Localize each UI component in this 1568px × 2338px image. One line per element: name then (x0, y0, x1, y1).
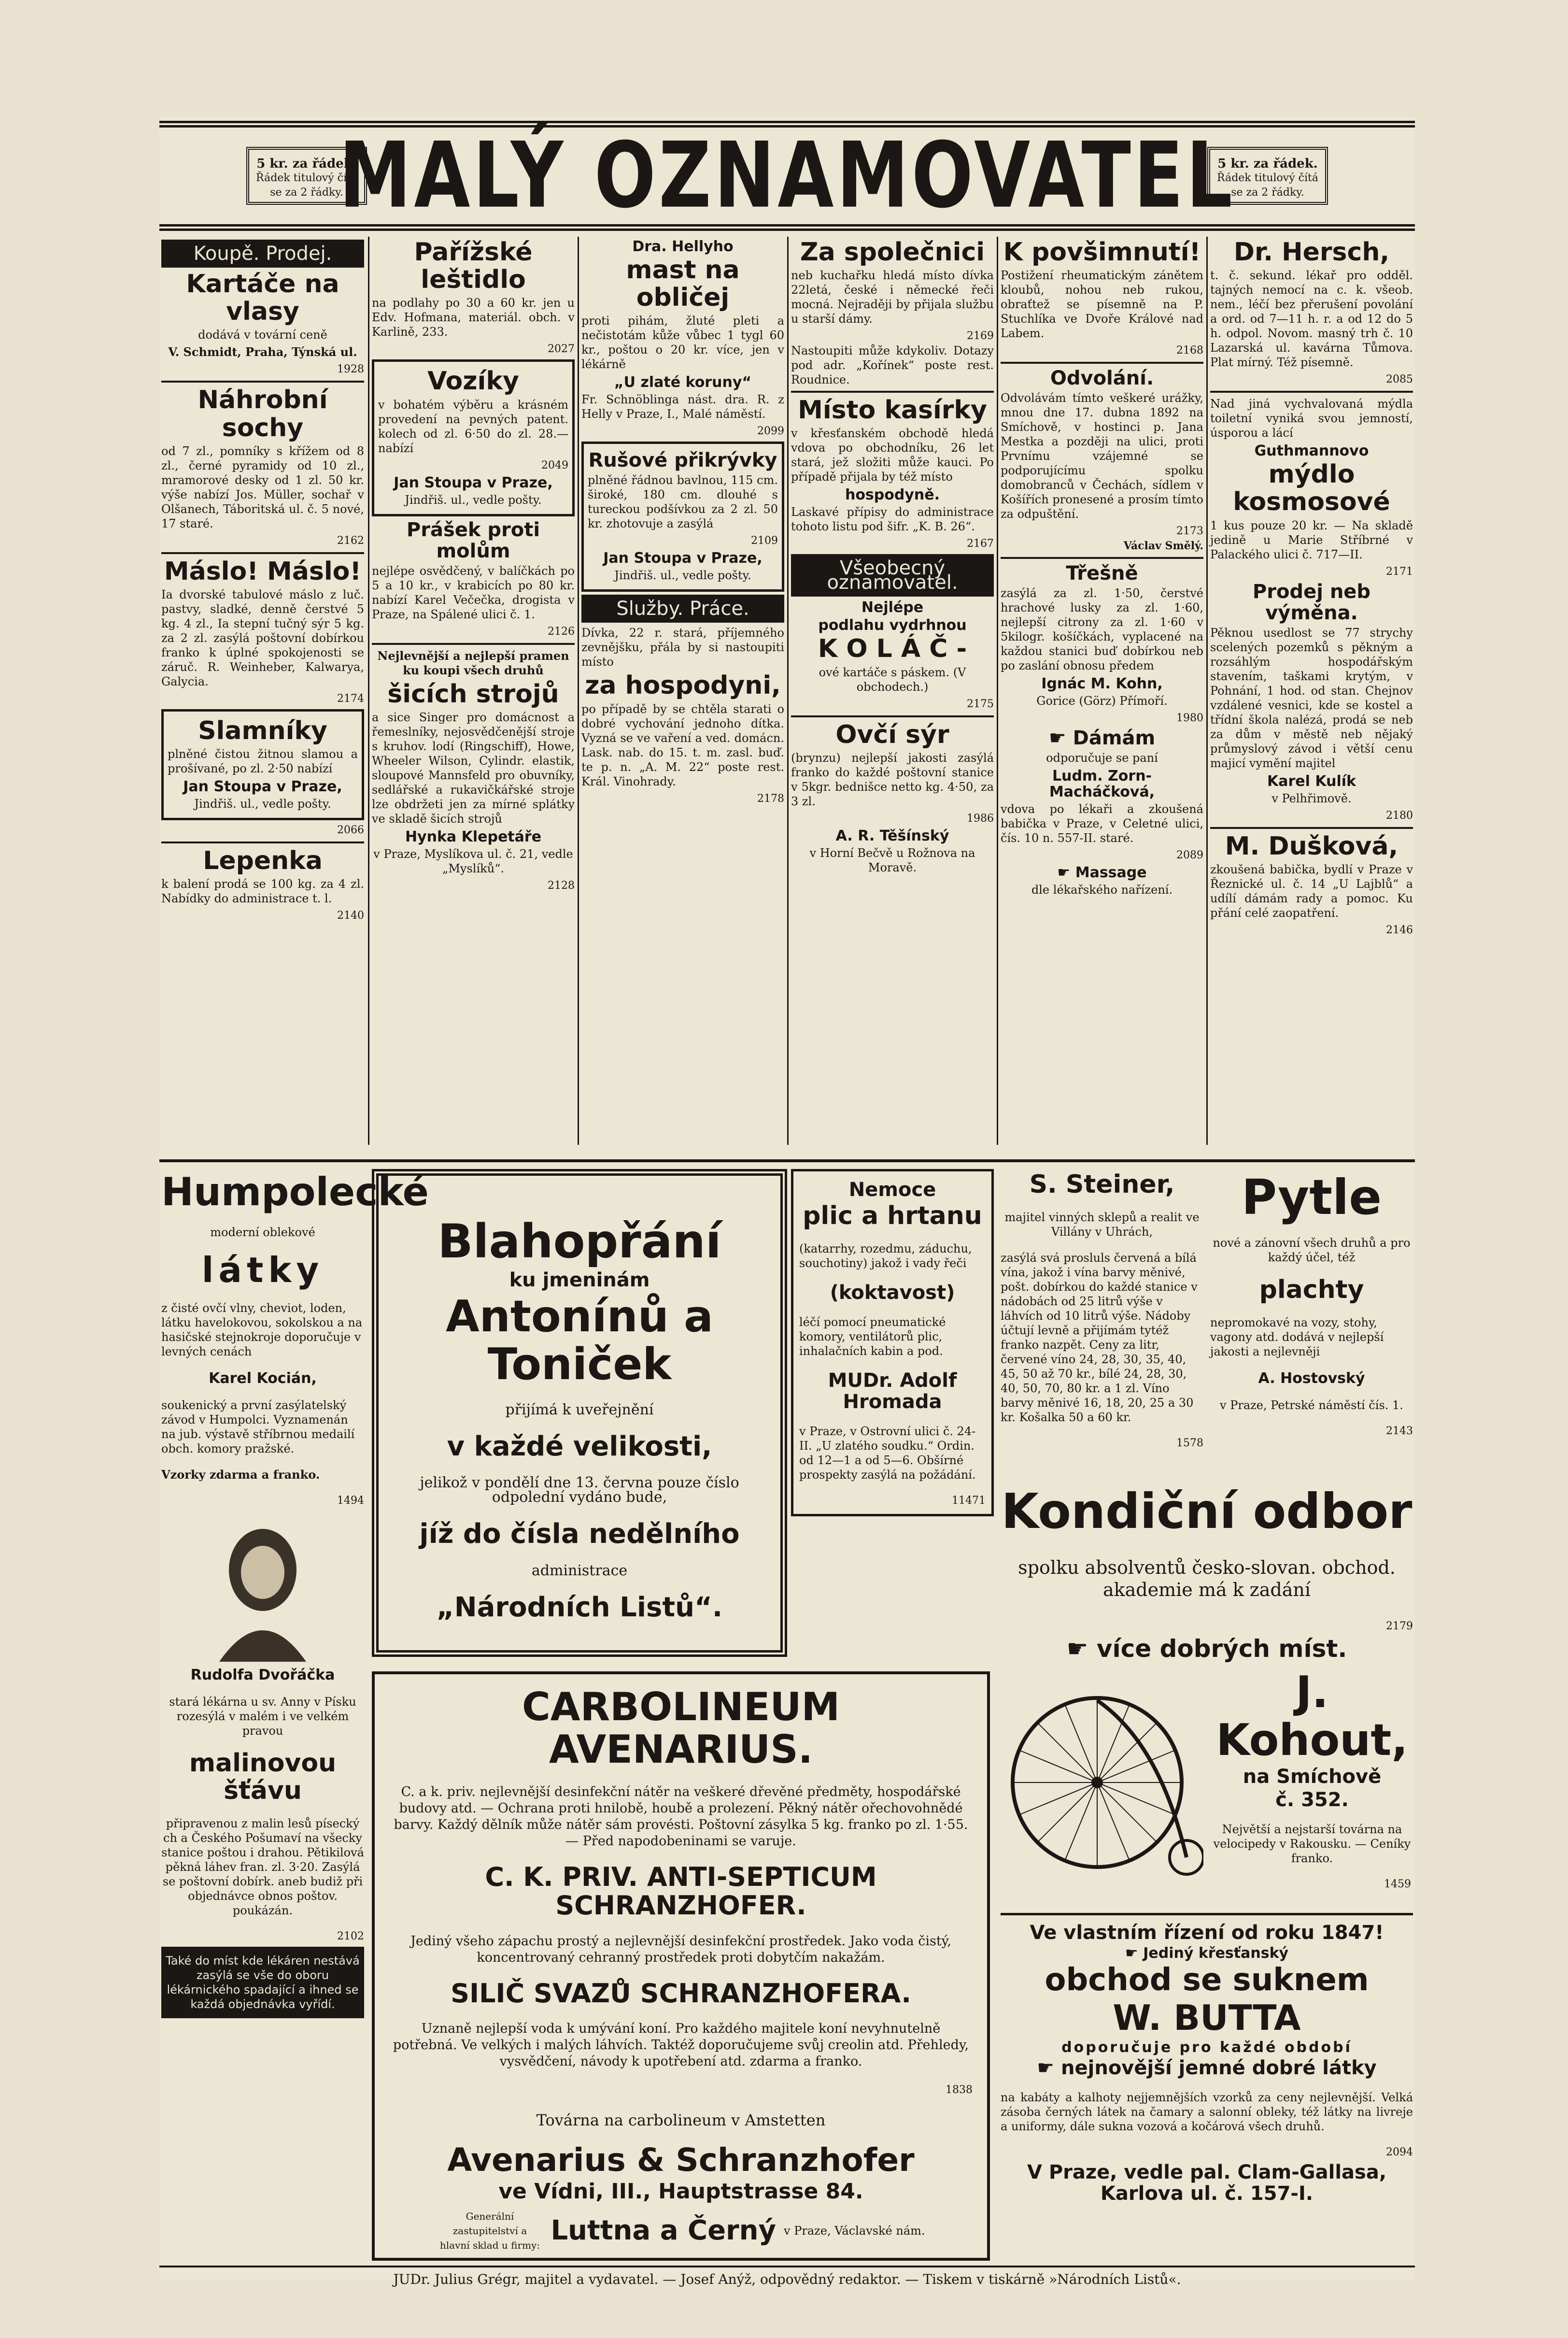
ad-name: W. BUTTA (1113, 1997, 1301, 2039)
ad-subtitle: na Smíchově (1243, 1766, 1382, 1788)
ad-text: Laskavé přípisy do administrace tohoto listu pod šifr. „K. B. 26“. (791, 505, 994, 534)
ad-number: 2146 (1386, 924, 1413, 936)
ad-title (1001, 727, 1203, 749)
ad-subtitle (1001, 2057, 1413, 2079)
ad-text: a sice Singer pro domácnost a řemeslníky, nejosvědčenější stroje s kruhov. lodí (Ringschiff), Howe, Wheeler Wilson, Cylindr. elastik, sloupové Mannsfeld pro obuvníky, sedlářské a rukavičkářské stroje lze obdržeti jen za mírné splátky ve skladě šicích strojů (372, 710, 575, 826)
velocipede-illustration (1001, 1686, 1203, 1879)
ad-title: Kondiční odbor (1001, 1483, 1413, 1540)
ad-number: 2140 (337, 910, 364, 922)
ad-text: připravenou z malin lesů písecký ch a Českého Pošumaví na všecky stanice poštou i drahou. Pětikilová pěkná láhev fran. zl. 3·20. Zasýlá se poštovní dobírk. aneb budiž při objednávce obnos poštov. poukázán. (161, 1817, 364, 1918)
ad-address: ve Vídni, III., Hauptstrasse 84. (498, 2179, 863, 2204)
ad-text: plněné čistou žitnou slamou a prošívané, po zl. 2·50 nabízí (168, 747, 358, 776)
ad-name: A. Hostovský (1258, 1370, 1365, 1387)
newspaper-page (159, 116, 1415, 2287)
ad-text: soukenický a první zasýlatelský závod v Humpolci. Vyznamenán na jub. výstavě stříbrnou medailí obch. komory pražské. (161, 1398, 355, 1456)
ad-text: po případě by se chtěla starati o dobré vychování jednoho dítka. Vyzná se ve vaření a ved. domácn. Lask. nab. do 15. t. m. zasl. buď. te p. n. „A. M. 22“ poste rest. Král. Vinohrady. (581, 702, 784, 788)
ad-number: 11471 (952, 1495, 986, 1507)
ad-number: 2099 (757, 425, 784, 438)
ad-name: MUDr. Adolf Hromada (828, 1369, 957, 1413)
ad-number: 1578 (1176, 1437, 1203, 1450)
ad-text: Odvolávám tímto veškeré urážky, mnou dne 17. dubna 1892 na Smíchově, v hostinci p. Jana Mestka a později na ulici, proti Prvnímu vzájemné se podporujícímu spolku domobranců v Čechách, sídlem v Košířích pronesené a prosím tímto za odpuštění. (1001, 391, 1203, 521)
ad-title: Ovčí sýr (835, 720, 949, 749)
ad-title: C. K. PRIV. ANTI-SEPTICUM SCHRANZHOFER. (485, 1862, 877, 1921)
ad-text: administrace (531, 1562, 628, 1579)
ad-text: plněné řádnou bavlnou, 115 cm. široké, 180 cm. dlouhé s tureckou podšívkou za 2 zl. 50 kr. zhotovuje a zasýlá (588, 473, 778, 531)
ad-box (372, 359, 575, 516)
ad-number: 2178 (757, 792, 784, 805)
imprint-footer: JUDr. Julius Grégr, majitel a vydavatel. — Josef Anýž, odpovědný redaktor. — Tiskem v tiskárně »Národních Listů«. (159, 2266, 1415, 2287)
ad-butta (1001, 1913, 1413, 2206)
ad-number: 2102 (337, 1930, 364, 1943)
column-2 (372, 237, 575, 893)
column-4 (791, 237, 994, 878)
column-6 (1210, 237, 1413, 938)
ad-name: Hynka Klepetáře (405, 828, 542, 845)
ad-number: 2085 (1386, 373, 1413, 386)
ad-title: Kartáče na vlasy (186, 270, 339, 327)
ad-text: Pěknou usedlost se 77 strychy scelených pozemků s pěkným a rozsáhlým hospodářským stavením, taškami krytým, v Pohnání, 1 hod. od stan. Chejnov vzdálené vesnici, kde se kostel a třídní škola nalézá, prodá se neb za dům v městě neb nějaký průmyslový závod i větší cenu majicí vymění majitel (1210, 626, 1413, 770)
column-rule (1206, 237, 1208, 1145)
ad-title: Máslo! Máslo! (164, 556, 362, 586)
ad-text: spolku absolventů česko-slovan. obchod. akademie má k zadání (1018, 1557, 1396, 1600)
ad-text: Postižení rheumatickým zánětem kloubů, nohou neb rukou, obraťtež se písemně na P. Stuchlíka ve Dvoře Králové nad Labem. (1001, 269, 1203, 341)
ad-steiner (1001, 1169, 1203, 1451)
ad-title: Vozíky (427, 367, 519, 396)
ad-title: Třešně (1066, 562, 1138, 585)
ad-title: Odvolání. (1050, 367, 1154, 390)
ad-name: V. Schmidt, Praha, Týnská ul. (168, 345, 357, 359)
ad-number-street: č. 352. (1275, 1789, 1349, 1811)
ad-text: odporučuje se paní (1046, 751, 1158, 765)
ad-title: látky (201, 1250, 324, 1290)
ad-number: 1980 (1176, 712, 1203, 725)
ad-address: V Praze, vedle pal. Clam-Gallasa, Karlova ul. č. 157-I. (1027, 2161, 1387, 2205)
ad-title: Nemoce (848, 1179, 936, 1201)
ad-title: Dr. Hersch, (1233, 238, 1390, 267)
ad-name: Jan Stoupa v Praze, (183, 778, 342, 796)
pointing-hand-icon: ☛ (1125, 1945, 1144, 1962)
ad-number: 2126 (548, 625, 575, 638)
ad-text: Vzorky zdarma a franko. (161, 1468, 320, 1482)
ad-title: Rušové přikrývky (588, 449, 777, 472)
ad-number: 2167 (967, 538, 994, 550)
ad-name: Rudolfa Dvořáčka (190, 1667, 335, 1683)
column-rule (578, 237, 579, 1145)
ad-text: ové kartáče s páskem. (V obchodech.) (819, 665, 966, 694)
ad-title: K povšimnutí! (1003, 238, 1201, 267)
ad-text: v křesťanském obchodě hledá vdova po obchodníku, 26 let stará, jež složiti může kauci. Po případě přijala by též místo (791, 427, 994, 484)
ad-number: 2168 (1176, 344, 1203, 357)
ad-address: v Praze, Václavské nám. (784, 2224, 925, 2238)
ad-name: Jan Stoupa v Praze, (394, 474, 553, 491)
section-header: Koupě. Prodej. (161, 240, 364, 268)
ad-name: Luttna a Černý (551, 2215, 777, 2247)
ad-title: Antonínů a Toniček (446, 1291, 713, 1390)
ad-subtitle-text: nejnovější jemné dobré látky (1061, 2056, 1377, 2079)
ad-title: Lepenka (203, 846, 323, 876)
ad-number: 1838 (946, 2084, 973, 2096)
ad-kondicni (1001, 1483, 1413, 1664)
ad-number: 2173 (1176, 525, 1203, 538)
page-title: MALÝ OZNAMOVATEL (339, 123, 1235, 228)
ad-title: Blahopřání (438, 1214, 721, 1269)
ad-name: Ludm. Zorn-Macháčková, (1049, 768, 1155, 801)
ad-text: dle lékařského nařízení. (1031, 883, 1173, 897)
ad-number: 2175 (967, 698, 994, 710)
ad-text: na podlahy po 30 a 60 kr. jen u Edv. Hofmana, materiál. obch. v Karlině, 233. (372, 296, 575, 339)
ad-address: Gorice (Görz) Přímoří. (1036, 694, 1168, 708)
distributor-line (389, 2209, 973, 2252)
divider (161, 381, 364, 383)
ad-title: „Národních Listů“. (436, 1591, 723, 1623)
ad-text: nejlépe osvědčený, v balíčkách po 5 a 10 kr., v krabicích po 80 kr. nabízí Karel Večečka, drogista v Praze, na Spálené ulici č. 1. (372, 564, 575, 621)
divider (159, 1159, 1415, 1162)
divider (791, 391, 994, 393)
divider (372, 643, 575, 645)
ad-title: mast na obličej (626, 256, 740, 313)
ad-number: 1459 (1384, 1878, 1411, 1890)
ad-subtitle: „U zlaté koruny“ (614, 374, 752, 391)
price-line: 5 kr. za řádek. (256, 157, 357, 171)
ad-subtitle: moderní oblekové (210, 1226, 315, 1239)
ad-title: Pařížské leštidlo (414, 238, 533, 295)
divider (791, 715, 994, 717)
ad-title: S. Steiner, (1029, 1170, 1175, 1199)
ad-name: Dra. Hellyho (632, 238, 734, 255)
ad-box (581, 442, 784, 592)
ad-subtitle: hospodyně. (845, 486, 940, 504)
ad-title: Slamníky (198, 716, 327, 745)
ad-text: proti pihám, žluté pleti a nečistotám kůže vůbec 1 tygl 60 kr., poštou o 20 kr. více, jen v lékárně (581, 314, 784, 371)
ad-number: 2180 (1386, 809, 1413, 822)
ad-number: 2128 (548, 879, 575, 892)
ad-text: C. a k. priv. nejlevnější desinfekční nátěr na veškeré dřevěné předměty, hospodářské budovy atd. — Ochrana proti hnilobě, houbě a prolezení. Pěkný nátěr ořechovohnědé barvy. Každý dělník může nátěr sám provésti. Poštovní zásylka 5 kg. franko po zl. 1·55. — Před napodobeninami se varuje. (394, 1784, 968, 1849)
ad-text: Nad jiná vychvalovaná mýdla toiletní vyniká svou jemností, úsporou a lácí (1210, 397, 1413, 440)
ad-kohout (1001, 1667, 1413, 1898)
pointing-hand-icon: ☛ (1057, 864, 1075, 882)
ad-text: zkoušená babička, bydlí v Praze v Řeznické ul. č. 14 „U Lajblů“ a udílí dámám rady a pomoc. Ku přání celé zaopatření. (1210, 862, 1413, 920)
ad-text: k balení prodá se 100 kg. za 4 zl. Nabídky do administrace t. l. (161, 877, 364, 906)
ad-name: Karel Kulík (1267, 772, 1356, 790)
ad-name: Jan Stoupa v Praze, (603, 550, 763, 567)
ad-text: Fr. Schnöblinga nást. dra. R. z Helly v Praze, I., Malé náměstí. (581, 393, 784, 421)
column-1 (161, 237, 364, 923)
ad-title: jíž do čísla nedělního (419, 1518, 740, 1550)
ad-title-text: Dámám (1073, 727, 1156, 750)
pointing-hand-icon: ☛ (1048, 727, 1073, 750)
ad-pytle (1210, 1169, 1413, 1439)
ad-subtitle: podlahu vydrhnou (818, 617, 967, 634)
pointing-hand-icon: ☛ (1037, 2056, 1061, 2079)
ad-nemoce (791, 1169, 994, 1516)
ad-number: 2027 (548, 343, 575, 356)
ad-subtitle: doporučuje pro každé období (1061, 2039, 1352, 2056)
ad-text: přijímá k uveřejnění (505, 1401, 654, 1418)
divider (161, 841, 364, 843)
ad-address: v Praze, Petrské náměstí čís. 1. (1220, 1398, 1403, 1412)
ad-text: neb kuchařku hledá místo dívka 22letá, české i německé řeči mocná. Nejraději by přijala službu u starší dámy. (791, 269, 994, 326)
ad-title: za hospodyni, (585, 671, 781, 700)
ad-title: M. Dušková, (1225, 831, 1398, 861)
ad-text: (brynzu) nejlepší jakosti zasýlá franko do každé poštovní stanice v 5kgr. bednišce netto kg. 4·50, za 3 zl. (791, 751, 994, 808)
ad-text: majitel vinných sklepů a realit ve Villány v Uhrách, (1004, 1211, 1200, 1239)
ad-text: Největší a nejstarší továrna na velocipedy v Rakousku. — Ceníky franko. (1213, 1823, 1411, 1865)
ad-text: Ia dvorské tabulové máslo z luč. pastvy, sladké, denně čerstvé 5 kg. 4 zl., Ia stepní tučný sýr 5 kg. za 2 zl. zasýlá poštovní dobírkou franko k úplné spokojenosti se záruč. R. Weinheber, Kalwarya, Galycia. (161, 587, 364, 688)
ad-text: Dívka, 22 r. stará, příjemného zevnějšku, přála by si nastoupiti místo (581, 626, 784, 669)
ad-text: z čisté ovčí vlny, cheviot, loden, látku havelokovou, sokolskou a na hasičské stejnokroje doporučuje v levných cenách (161, 1301, 363, 1359)
ad-number: 2109 (751, 535, 778, 547)
ad-address: Jindřiš. ul., vedle pošty. (194, 797, 331, 811)
section-header: Služby. Práce. (581, 595, 784, 623)
ad-subtitle: (koktavost) (830, 1282, 955, 1304)
ad-address: v Praze, Myslíkova ul. č. 21, vedle „Myslíků“. (373, 847, 573, 875)
ad-title: malinovou šťávu (189, 1749, 337, 1806)
ad-text: dodává v tovární ceně (198, 328, 327, 342)
ad-note: Také do míst kde lékáren nestává zasýlá se vše do oboru lékárnického spadající a ihned se každá objednávka vyřídí. (161, 1947, 364, 2018)
ad-title: Náhrobní sochy (198, 385, 328, 442)
ad-text: Továrna na carbolineum v Amstetten (536, 2111, 826, 2130)
ad-number: 2169 (967, 330, 994, 342)
ad-text: 1 kus pouze 20 kr. — Na skladě jedině u Marie Stříbrné v Palackého ulici č. 717—II. (1210, 518, 1413, 561)
ad-number: 2174 (337, 692, 364, 705)
ad-number: 2089 (1176, 849, 1203, 862)
ad-address: v Pelhřimově. (1271, 791, 1352, 805)
ad-carbolineum (372, 1671, 990, 2261)
column-3 (581, 237, 784, 806)
ad-text: Jediný všeho zápachu prostý a nejlevnější desinfekční prostředek. Jako voda čistý, koncentrovaný cehranný prostředek proti dobytčím nakažám. (410, 1933, 951, 1965)
ad-number: 2049 (541, 459, 568, 471)
divider (1210, 391, 1413, 393)
column-rule (368, 237, 369, 1145)
ad-lead: Nejlevnější a nejlepší pramen ku koupi všech druhů (377, 648, 569, 677)
ad-title: mýdlo kosmosové (1233, 460, 1390, 517)
ad-text: (katarrhy, rozedmu, záduchu, souchotiny) jakož i vady řeči (799, 1242, 972, 1270)
ad-number: 1986 (967, 812, 994, 825)
ad-title: v každé velikosti, (447, 1430, 712, 1462)
ad-title: Místo kasírky (798, 396, 987, 425)
ad-text: od 7 zl., pomníky s křížem od 8 zl., černé pyramidy od 10 zl., mramorové desky od 1 zl. 50 kr. výše nabízí Jos. Müller, sochař v Olšanech, Táboritská ul. č. 5 nové, 17 staré. (161, 444, 364, 530)
ad-subtitle (1001, 1945, 1413, 1961)
column-5 (1001, 237, 1203, 900)
ad-text: Nastoupiti může kdykoliv. Dotazy pod adr. „Kořínek“ poste rest. Roudnice. (791, 344, 994, 387)
ad-text: jelikož v pondělí dne 13. června pouze číslo odpolední vydáno bude, (420, 1474, 739, 1506)
ad-box (161, 709, 364, 820)
ad-number: 2066 (337, 824, 364, 837)
divider (1210, 827, 1413, 829)
ad-text: Uznaně nejlepší voda k umývání koní. Pro každého majitele koní nevyhnutelně potřebná. Ve velkých i malých láhvích. Taktéž doporučujeme svůj creolin atd. Přehledy, vysvědčení, návody k upotřebení atd. zdarma a franko. (393, 2021, 969, 2069)
divider (1001, 557, 1203, 559)
price-box-right (1207, 147, 1328, 205)
ad-title: obchod se suknem (1045, 1962, 1369, 1998)
divider (161, 552, 364, 554)
ad-number: 2094 (1386, 2146, 1413, 2158)
ad-address: v Horní Bečvě u Rožnova na Moravě. (809, 846, 975, 874)
ad-subtitle-text: Massage (1075, 864, 1147, 882)
column-rule (787, 237, 789, 1145)
ad-text: na kabáty a kalhoty nejjemnějších vzorků za ceny nejlevnější. Velká zásoba černých látek na čamary a salonní obleky, též látky na livreje a uniformy, dále sukna vozová a kočárová všech druhů. (1001, 2090, 1413, 2133)
ad-name: Ignác M. Kohn, (1041, 675, 1163, 693)
price-note: Řádek titulový čítá se za 2 řádky. (256, 172, 357, 199)
ad-title: CARBOLINEUM AVENARIUS. (522, 1684, 840, 1772)
ad-title: K O L Á Č - (818, 634, 967, 664)
portrait-illustration (205, 1517, 321, 1662)
ad-subtitle (1001, 865, 1203, 881)
ad-title: Humpolecké (161, 1169, 429, 1214)
masthead (159, 121, 1415, 231)
ad-title: Za společnici (800, 238, 985, 267)
ad-subtitle: ku jmeninám (509, 1269, 650, 1291)
ad-text: zasýlá svá prosluls červená a bílá vína, jakož i vína barvy měnivé, pošt. dobírkou do každé stanice v nádobách od 25 litrů výše v láhvích od 10 litrů výše. Nádoby účtují levně a přijímám tytéž franko nazpět. Ceny za litr, červené víno 24, 28, 30, 35, 40, 45, 50 až 70 kr., bílé 24, 28, 30, 40, 50, 70, 80 kr. a 1 zl. Víno barvy měnivé 16, 18, 20, 25 a 30 kr. Košalka 50 a 60 kr. (1001, 1251, 1198, 1425)
price-note: Řádek titulový čítá se za 2 řádky. (1217, 172, 1318, 199)
column-rule (997, 237, 998, 1145)
ad-address: Jindřiš. ul., vedle pošty. (405, 493, 542, 507)
ad-title: Prášek proti molům (406, 518, 540, 562)
ad-title (1001, 1636, 1413, 1662)
ad-text: vdova po lékaři a zkoušená babička v Praze, v Celetné ulici, čís. 10 n. 557-II. staré. (1001, 802, 1203, 845)
ad-text: nové a zánovní všech druhů a pro každý účel, též (1213, 1236, 1411, 1264)
ad-blahoprani (372, 1169, 787, 1657)
ad-title: SILIČ SVAZŮ SCHRANZHOFERA. (451, 1978, 911, 2009)
ad-text: stará lékárna u sv. Anny v Písku rozesýlá v malém i ve velkém pravou (169, 1695, 356, 1738)
ad-name: Karel Kocián, (209, 1370, 317, 1387)
ad-title: šicích strojů (387, 679, 559, 709)
ad-title: J. Kohout, (1216, 1667, 1408, 1766)
kohout-text (1213, 1667, 1411, 1892)
ad-title: plachty (1259, 1275, 1364, 1304)
ad-address: Jindřiš. ul., vedle pošty. (614, 569, 751, 583)
ad-text: léčí pomocí pneumatické komory, ventilátorů plic, inhalačních kabin a pod. (799, 1315, 946, 1358)
ad-text: zasýlá za zl. 1·50, čerstvé hrachové lusky za zl. 1·60, nejlepší citrony za zl. 1·60 v 5kilogr. košíčkách, vyplacené na každou stanici buď dobírkou neb po zaslání obnosu předem (1001, 586, 1203, 673)
ad-number: 2179 (1386, 1620, 1413, 1632)
ad-lead: Ve vlastním řízení od roku 1847! (1030, 1922, 1384, 1944)
ad-dvoracek (161, 1517, 364, 2021)
ad-title: Prodej neb výměna. (1252, 580, 1371, 624)
lower-section (159, 1159, 1415, 2270)
ad-number: 1494 (337, 1495, 364, 1507)
ad-note: Generální zastupitelství a hlavní sklad u firmy: (439, 2210, 540, 2252)
price-line: 5 kr. za řádek. (1217, 157, 1318, 171)
ad-title: plic a hrtanu (803, 1201, 982, 1230)
ad-name: A. R. Těšínský (835, 827, 949, 844)
ad-name: Avenarius & Schranzhofer (447, 2141, 915, 2179)
ad-humpolecke (161, 1169, 429, 1508)
ad-name: Guthmannovo (1254, 442, 1369, 460)
ad-text: v Praze, v Ostrovní ulici č. 24-II. „U zlatého soudku.“ Ordin. od 12—1 a od 5—6. Obšírné prospekty zasýlá na požádání. (799, 1425, 976, 1482)
ad-text: nepromokavé na vozy, stohy, vagony atd. dodává v nejlepší jakosti a nejlevněji (1210, 1316, 1384, 1359)
ad-title: Pytle (1241, 1169, 1382, 1226)
divider (1001, 362, 1203, 364)
ad-number: 2143 (1386, 1425, 1413, 1438)
ad-title-text: více dobrých míst. (1096, 1635, 1347, 1663)
ad-text: t. č. sekund. lékař pro odděl. tajných nemocí na c. k. všeob. nem., léčí bez přerušení povolání a ord. od 7—11 h. r. a od 12 do 5 h. odpol. Novom. masný trh č. 10 Lazarská ul. kavárna Tůmova. Plat mírný. Též písemně. (1210, 269, 1413, 370)
ad-name: Václav Smělý. (1123, 540, 1203, 553)
ad-number: 2162 (337, 534, 364, 547)
ad-number: 2171 (1386, 565, 1413, 578)
ad-lead: Nejlépe (861, 599, 924, 616)
ad-number: 1928 (337, 363, 364, 376)
pointing-hand-icon: ☛ (1066, 1635, 1097, 1663)
section-header: Všeobecný oznamovatel. (791, 554, 994, 597)
ad-text: v bohatém výběru a krásném provedení na pevných patent. kolech od zl. 6·50 do zl. 28.— nabízí (378, 398, 568, 455)
ad-subtitle-text: Jediný křesťanský (1143, 1945, 1289, 1962)
